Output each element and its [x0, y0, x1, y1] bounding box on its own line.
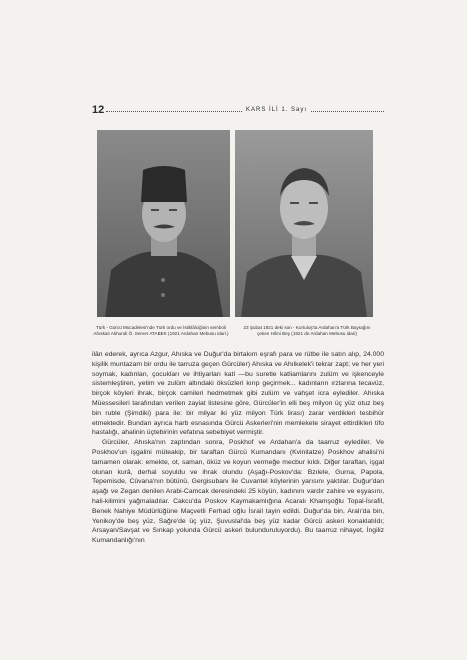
photo-caption-left: Türk - Gürcü Mücadelesi'nde Türk ordu ve İstiklâlciğinin semboli Ahıskalı Akhundi Ö. Server ATABEK (1921 Ardahan Mebusu idari.): [93, 325, 229, 337]
page-number: 12: [92, 104, 105, 116]
portrait-photo-right: [235, 130, 373, 317]
running-title: KARS İLİ 1. Sayı: [242, 104, 311, 116]
photo-caption-right: 23 Şubat 1921 deki son - Kurtuluş'ta Ardahan'a Türk Bayrağını çeken Hilmi Bey (1921 de Ardahan Mebusu idari): [243, 325, 371, 337]
body-text: [92, 350, 384, 546]
page-header: [92, 104, 384, 116]
body-paragraph: Gürcüler, Ahıska'nın zaptından sonra, Poskhof ve Ardahan'a da taarruz eylediler. Ve Poskhov'un işgalini müteakip, bir taraftan Gürcü Kumandanı (Kvinitatze) Poskhov ahalisi'ni tamamen olarak: emekte, ot, saman, öküz ve koyun vermeğe mecbur kıldı. Diğer taraftan, işgal olunan kurâ, derhal soyuldu ve ihrak olundu (Aşağı-Poskov'da: Bzılele, Gurna, Papola, Tepemisde, Cûvana'nın bütünü, Gergisubanı ile Cuvantel köylerinin yarısını yaktılar. Duğur'dan aşağı ve Zegan denilen Arabi-Camcak deresindeki 25 köyün, kadınını vardır zahire ve eşyasını, hali-kilimini yağmaladılar. Cakcu'da Poskov Kaymakamlığına Acaralı Khamşoğlu Topal-İsrafil, Benek Nahiye Müdürlüğüne Maçvetli Ferhad oğlu İsrail tayin edildi. Duğur'da bin, Aralı'da bin, Yenikoy'de beş yüz, Sağre'de üç yüz, Şuvuslal'da beş yüz kadar Gürcü askeri konaklatıldı; Arsayan/Savşat ve Sınkap yolunda Gürcü askeri bulunduruluyordu). Bu taarruz nihayet, İngiliz Kumandanlığı'nın: [92, 439, 384, 545]
body-paragraph: ilân ederek, ayrıca Azgur, Ahıska ve Duğur'da birtakım eşrafı para ve rütbe ile satın alıp, 24.000 kişilik muntazam bir ordu ile tarruza geçen Gürcüler) Ahıska ve Ahılkelek'i tekrar zapt; ve her yeri soymak, kadınları, çocukları ve ihtiyarları katl —bu suretle katliamlarını zulüm ve işkenceyle sistemleştiren, yetim ve zulüm altındaki öksüzleri kırıp geçirmek... kadınların ırzlarına tecavüz, birçok köyleri ihrak, birçok camileri hedmetmek gibi zulüm ve vahşet icra eylediler. Ahıska Müessesileri tarafından verilen zayiat listesine göre, Gürcüler'in elli beş milyon üç yüz otuz beş bin ruble (Şimdiki) para ile: bir milyar iki yüz milyon Türk lirası) zarar verdikleri tesbihür etmektedir. Bundan ayrıca harb esnasında Gürcü Askerleri'nin memlekete sirayet ettirdikleri tifo hastalığı, ahalinin üçtebirinin vefatına sebebiyet vermiştir.: [92, 351, 384, 437]
portrait-photo-left: [97, 130, 230, 317]
